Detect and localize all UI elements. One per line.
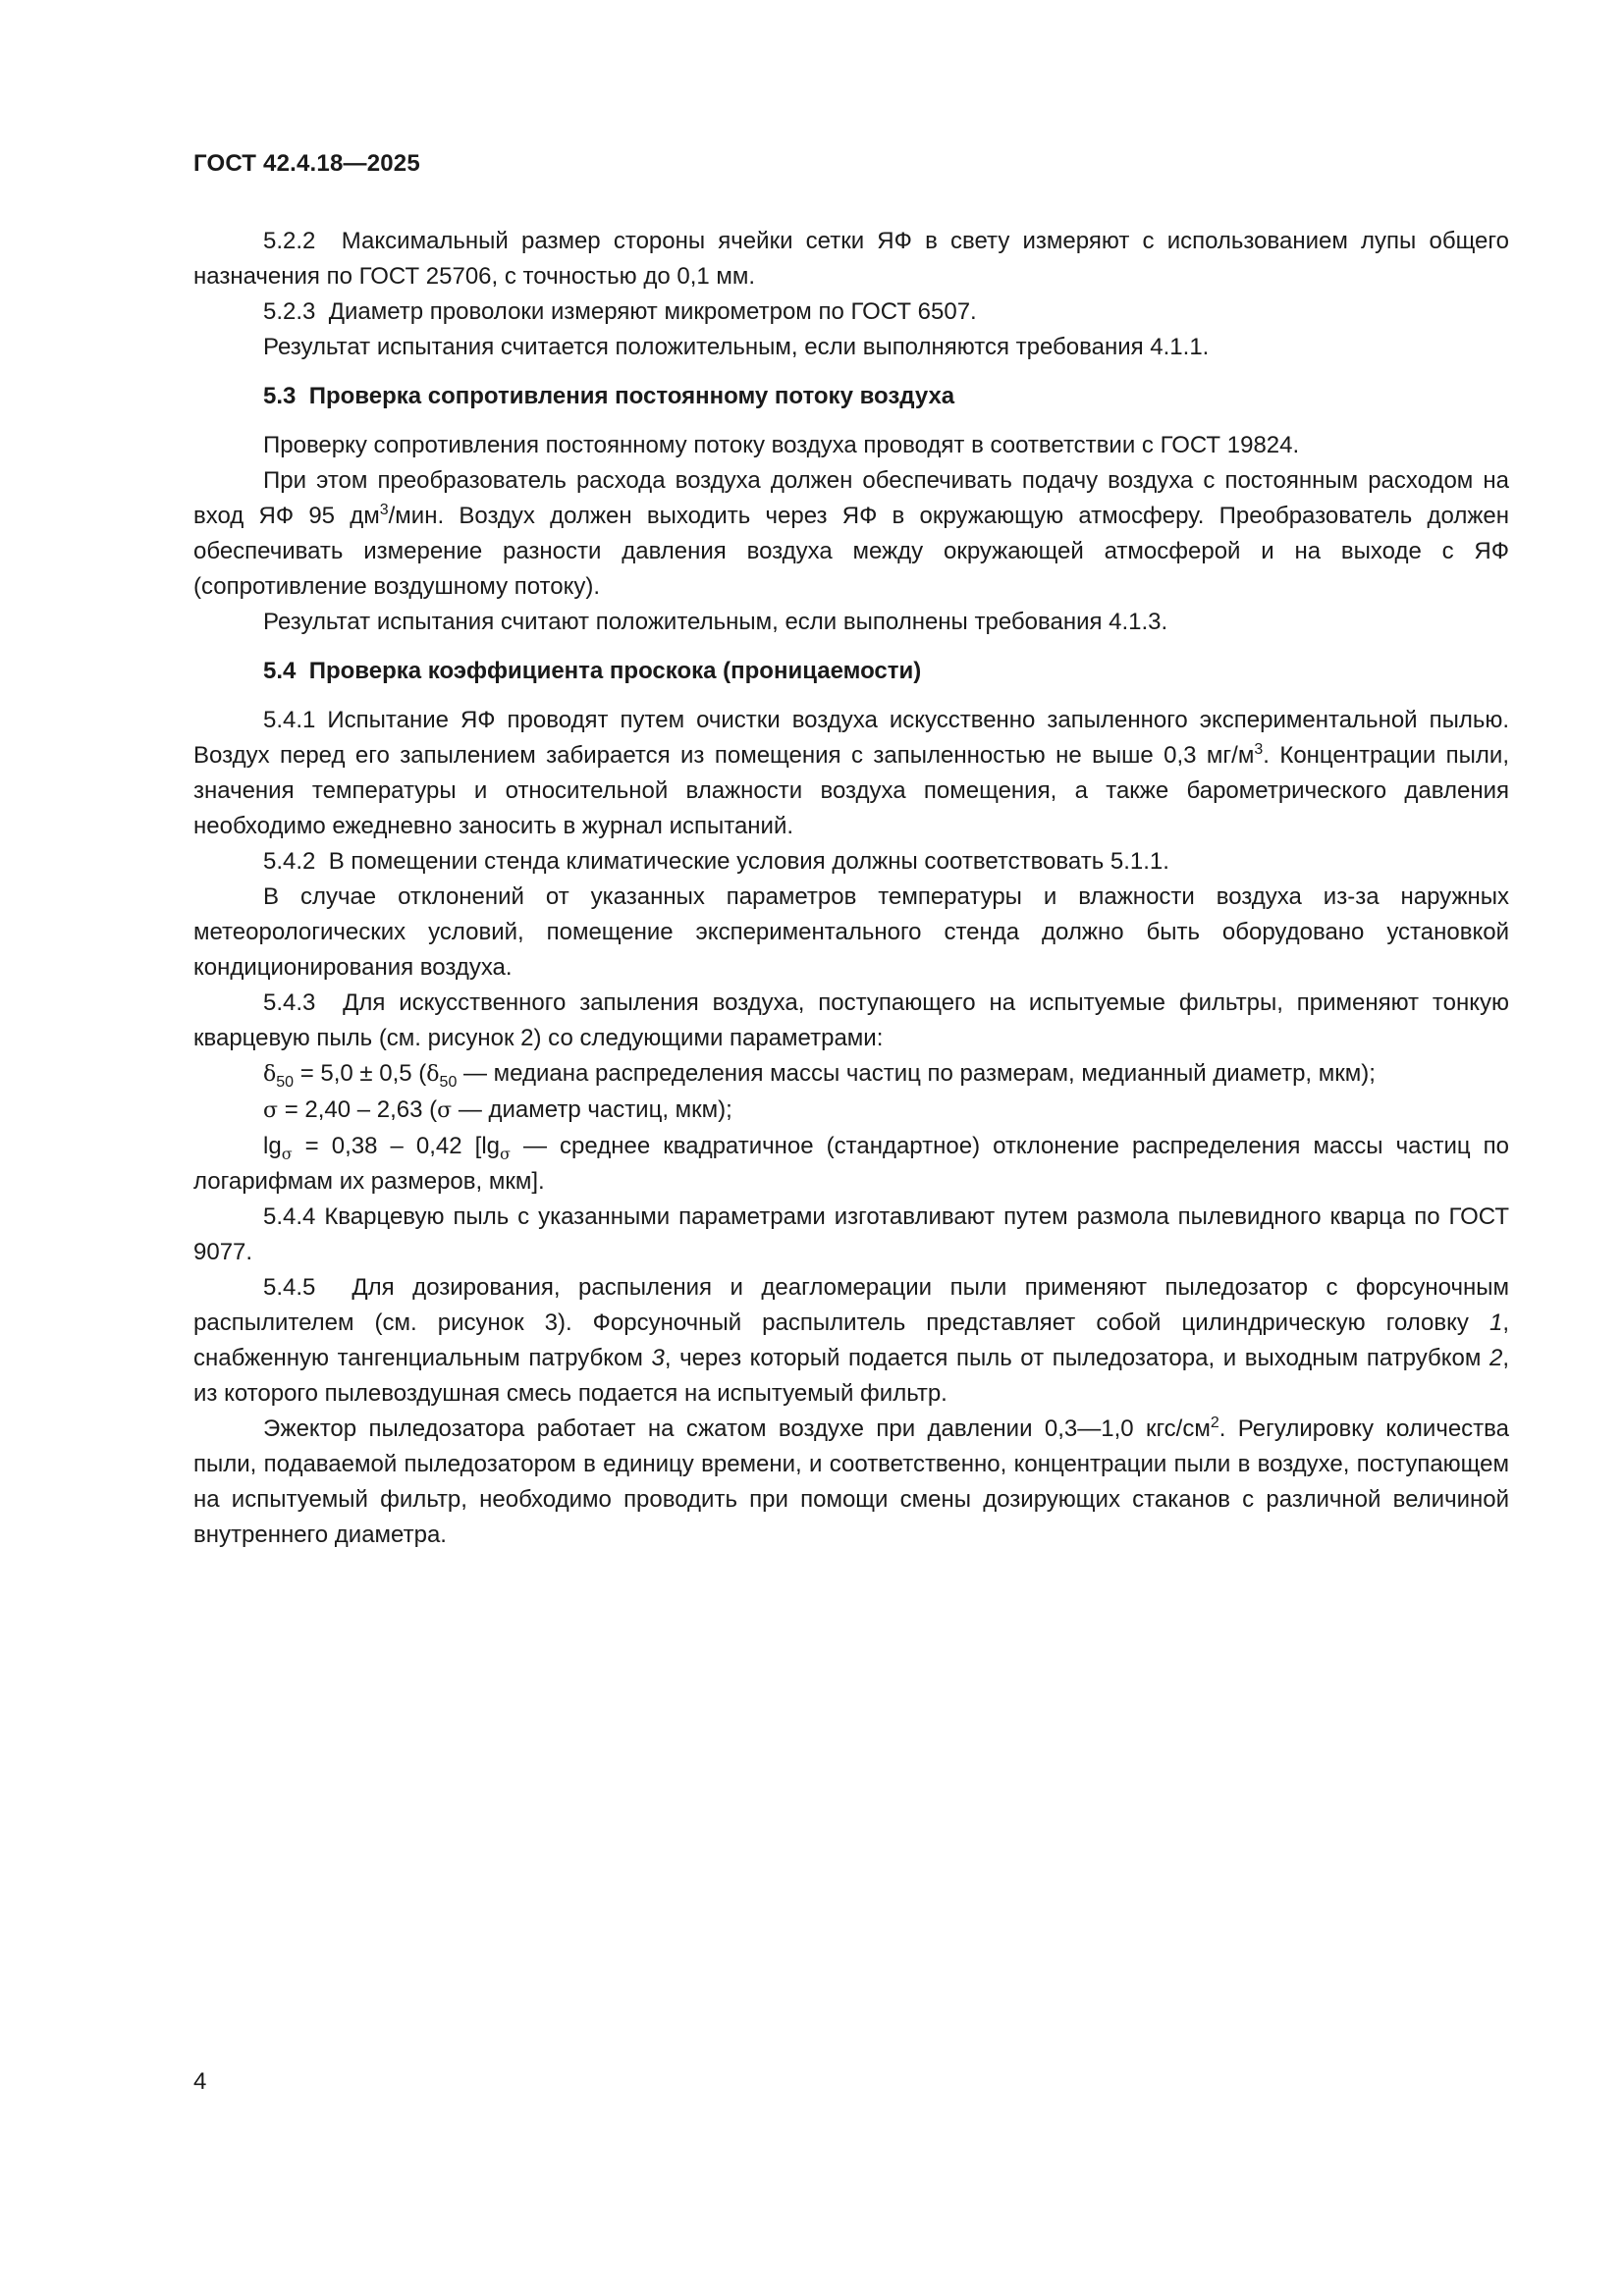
paragraph-text: Эжектор пыледозатора работает на сжатом воздухе при давлении 0,3—1,0 кгс/см bbox=[263, 1415, 1211, 1442]
paragraph-text: При этом преобразователь расхода воздуха должен обеспечивать подачу воздуха с постоянным расходом на вход ЯФ 95 дм bbox=[193, 467, 1509, 529]
formula-value: = 0,38 – 0,42 [ bbox=[292, 1133, 482, 1159]
subscript: σ bbox=[281, 1145, 293, 1163]
page-number: 4 bbox=[193, 2068, 207, 2095]
paragraph-text: , из которого пылевоздушная смесь подается на испытуемый фильтр. bbox=[193, 1345, 1509, 1407]
section-number: 5.3 bbox=[263, 383, 297, 409]
paragraph-text: В помещении стенда климатические условия должны соответствовать 5.1.1. bbox=[328, 848, 1169, 875]
section-number: 5.4 bbox=[263, 658, 297, 684]
paragraph-5-4-1 bbox=[193, 703, 1509, 844]
subscript: 50 bbox=[276, 1074, 295, 1091]
paragraph-5-2-3 bbox=[193, 294, 1509, 330]
figure-ref-3: 3 bbox=[651, 1345, 665, 1371]
paragraph-5-2-result: Результат испытания считается положительным, если выполняются требования 4.1.1. bbox=[263, 334, 1210, 360]
paragraph-5-4-2 bbox=[193, 844, 1509, 880]
paragraph-text: Для дозирования, распыления и деагломерации пыли применяют пыледозатор с форсуночным распылителем (см. рисунок 3). Форсуночный распылитель представляет собой цилиндрическую головку bbox=[193, 1274, 1509, 1336]
lg-symbol: lg bbox=[263, 1133, 282, 1159]
figure-ref-1: 1 bbox=[1489, 1309, 1503, 1336]
document-body bbox=[193, 224, 1509, 1553]
formula-description: — диаметр частиц, мкм); bbox=[452, 1096, 732, 1123]
sigma-symbol: σ bbox=[437, 1098, 453, 1123]
superscript: 3 bbox=[379, 502, 389, 518]
formula-lg-sigma bbox=[193, 1129, 1509, 1200]
figure-ref-2: 2 bbox=[1489, 1345, 1503, 1371]
superscript: 3 bbox=[1254, 741, 1264, 758]
paragraph-text: Диаметр проволоки измеряют микрометром по ГОСТ 6507. bbox=[328, 298, 977, 325]
section-heading-5-4 bbox=[193, 654, 1509, 689]
delta-symbol: δ bbox=[426, 1062, 440, 1087]
document-header: ГОСТ 42.4.18—2025 bbox=[193, 150, 420, 177]
paragraph-text: . Концентрации пыли, значения температуры и относительной влажности воздуха помещения, а также барометрического давления необходимо ежедневно заносить в журнал испытаний. bbox=[193, 742, 1509, 839]
formula-value: = 2,40 – 2,63 ( bbox=[278, 1096, 438, 1123]
paragraph-text: Кварцевую пыль с указанными параметрами изготавливают путем размола пылевидного кварца по ГОСТ 9077. bbox=[193, 1203, 1510, 1265]
superscript: 2 bbox=[1210, 1415, 1219, 1431]
paragraph-text: Испытание ЯФ проводят путем очистки воздуха искусственно запыленного экспериментальной пылью. Воздух перед его запылением забирается из помещения с запыленностью не выше 0,3 мг/м bbox=[193, 707, 1509, 769]
formula-delta50 bbox=[193, 1056, 1509, 1093]
formula-description: — медиана распределения массы частиц по размерам, медианный диаметр, мкм); bbox=[457, 1060, 1376, 1087]
paragraph-5-4-3 bbox=[193, 986, 1509, 1056]
subscript: σ bbox=[500, 1145, 511, 1163]
paragraph-5-3-1: Проверку сопротивления постоянному потоку воздуха проводят в соответствии с ГОСТ 19824. bbox=[263, 432, 1300, 458]
paragraph-5-3-result: Результат испытания считают положительным, если выполнены требования 4.1.3. bbox=[263, 609, 1168, 635]
clause-number: 5.2.3 bbox=[263, 298, 316, 325]
clause-number: 5.4.4 bbox=[263, 1203, 316, 1230]
paragraph-text: . Регулировку количества пыли, подаваемой пыледозатором в единицу времени, и соответственно, концентрации пыли в воздухе, поступающем на испытуемый фильтр, необходимо проводить при помощи смены дозирующих стаканов с различной величиной внутреннего диаметра. bbox=[193, 1415, 1510, 1548]
paragraph-text: , снабженную тангенциальным патрубком bbox=[193, 1309, 1509, 1371]
clause-number: 5.4.5 bbox=[263, 1274, 316, 1301]
paragraph-5-2-2 bbox=[193, 224, 1509, 294]
sigma-symbol: σ bbox=[263, 1098, 279, 1123]
paragraph-5-4-2-continued: В случае отклонений от указанных параметров температуры и влажности воздуха из-за наружных метеорологических условий, помещение экспериментального стенда должно быть оборудовано установкой кондиционирования воздуха. bbox=[193, 883, 1509, 981]
paragraph-text: , через который подается пыль от пыледозатора, и выходным патрубком bbox=[664, 1345, 1489, 1371]
paragraph-text: /мин. Воздух должен выходить через ЯФ в окружающую атмосферу. Преобразователь должен обеспечивать измерение разности давления воздуха между окружающей атмосферой и на выходе с ЯФ (сопротивление воздушному потоку). bbox=[193, 503, 1509, 600]
formula-value: = 5,0 ± 0,5 ( bbox=[294, 1060, 427, 1087]
clause-number: 5.4.3 bbox=[263, 989, 316, 1016]
section-title: Проверка коэффициента проскока (проницаемости) bbox=[308, 658, 922, 684]
paragraph-text: Максимальный размер стороны ячейки сетки ЯФ в свету измеряют с использованием лупы общего назначения по ГОСТ 25706, с точностью до 0,1 мм. bbox=[193, 228, 1509, 290]
clause-number: 5.2.2 bbox=[263, 228, 316, 254]
paragraph-text: Для искусственного запыления воздуха, поступающего на испытуемые фильтры, применяют тонкую кварцевую пыль (см. рисунок 2) со следующими параметрами: bbox=[193, 989, 1509, 1051]
delta-symbol: δ bbox=[263, 1062, 277, 1087]
paragraph-5-3-2 bbox=[193, 463, 1509, 605]
formula-description: — среднее квадратичное (стандартное) отклонение распределения массы частиц по логарифмам их размеров, мкм]. bbox=[193, 1133, 1510, 1195]
lg-symbol: lg bbox=[481, 1133, 501, 1159]
paragraph-5-4-5-continued bbox=[193, 1412, 1509, 1553]
paragraph-5-4-4 bbox=[193, 1200, 1509, 1270]
section-heading-5-3 bbox=[193, 379, 1509, 414]
formula-sigma bbox=[193, 1093, 1509, 1129]
section-title: Проверка сопротивления постоянному потоку воздуха bbox=[308, 383, 955, 409]
subscript: 50 bbox=[439, 1074, 458, 1091]
clause-number: 5.4.1 bbox=[263, 707, 316, 733]
clause-number: 5.4.2 bbox=[263, 848, 316, 875]
paragraph-5-4-5 bbox=[193, 1270, 1509, 1412]
